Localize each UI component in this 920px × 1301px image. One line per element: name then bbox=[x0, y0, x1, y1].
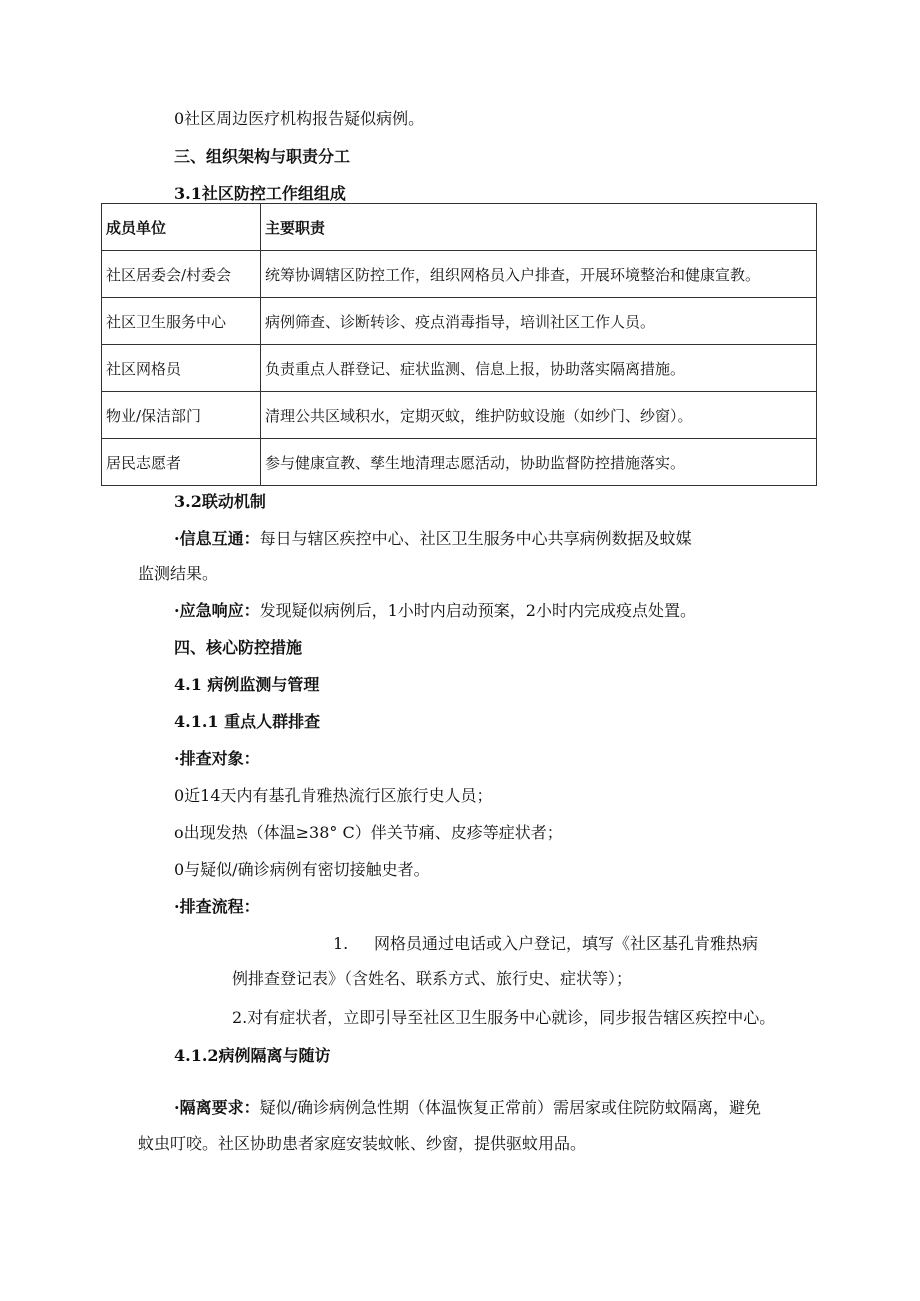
table-row bbox=[102, 251, 817, 298]
isolation-text: 疑似/确诊病例急性期（体温恢复正常前）需居家或住院防蚊隔离，避免 bbox=[259, 1098, 761, 1117]
section4-1-2-heading: 4.1.2病例隔离与随访 bbox=[174, 1046, 331, 1065]
section4-1-1-heading: 4.1.1 重点人群排查 bbox=[174, 712, 321, 731]
emergency-paragraph bbox=[174, 600, 696, 622]
isolation-paragraph bbox=[174, 1097, 761, 1119]
table-header-cell: 成员单位 bbox=[102, 204, 261, 251]
step1-number: 1. bbox=[333, 934, 349, 953]
table-row bbox=[102, 345, 817, 392]
info-sharing-label: ·信息互通： bbox=[174, 529, 260, 548]
table-cell-duty: 参与健康宣教、孳生地清理志愿活动，协助监督防控措施落实。 bbox=[261, 439, 817, 486]
list-item: o出现发热（体温≥38° C）伴关节痛、皮疹等症状者； bbox=[174, 823, 563, 842]
table-cell-unit: 物业/保洁部门 bbox=[102, 392, 261, 439]
section4-heading: 四、核心防控措施 bbox=[174, 638, 303, 657]
table-cell-duty: 病例筛查、诊断转诊、疫点消毒指导，培训社区工作人员。 bbox=[261, 298, 817, 345]
table-row bbox=[102, 298, 817, 345]
duty-table bbox=[101, 203, 817, 486]
info-sharing-continuation: 监测结果。 bbox=[138, 564, 219, 583]
table-cell-unit: 社区卫生服务中心 bbox=[102, 298, 261, 345]
emergency-text: 发现疑似病例后，1小时内启动预案，2小时内完成疫点处置。 bbox=[259, 601, 696, 620]
table-cell-unit: 社区居委会/村委会 bbox=[102, 251, 261, 298]
section4-1-heading: 4.1 病例监测与管理 bbox=[174, 675, 320, 694]
section3-1-heading: 3.1社区防控工作组组成 bbox=[174, 184, 346, 203]
process-label: ·排查流程： bbox=[174, 897, 260, 916]
table-cell-duty: 负责重点人群登记、症状监测、信息上报，协助落实隔离措施。 bbox=[261, 345, 817, 392]
table-header-row bbox=[102, 204, 817, 251]
info-sharing-paragraph bbox=[174, 528, 692, 550]
emergency-label: ·应急响应： bbox=[174, 601, 260, 620]
list-item: 0近14天内有基孔肯雅热流行区旅行史人员； bbox=[174, 786, 493, 805]
intro-line: 0社区周边医疗机构报告疑似病例。 bbox=[174, 109, 425, 128]
table-row bbox=[102, 392, 817, 439]
table-header-cell: 主要职责 bbox=[261, 204, 817, 251]
table-cell-duty: 统筹协调辖区防控工作，组织网格员入户排查，开展环境整治和健康宣教。 bbox=[261, 251, 817, 298]
step2-text: 2.对有症状者，立即引导至社区卫生服务中心就诊，同步报告辖区疾控中心。 bbox=[232, 1008, 776, 1027]
step1-text: 网格员通过电话或入户登记，填写《社区基孔肯雅热病 bbox=[374, 934, 759, 953]
section3-2-heading: 3.2联动机制 bbox=[174, 492, 266, 511]
isolation-label: ·隔离要求： bbox=[174, 1098, 260, 1117]
table-cell-duty: 清理公共区域积水，定期灭蚊，维护防蚊设施（如纱门、纱窗）。 bbox=[261, 392, 817, 439]
info-sharing-text: 每日与辖区疾控中心、社区卫生服务中心共享病例数据及蚊媒 bbox=[259, 529, 692, 548]
table-cell-unit: 社区网格员 bbox=[102, 345, 261, 392]
table-row bbox=[102, 439, 817, 486]
step1-continuation: 例排查登记表》（含姓名、联系方式、旅行史、症状等）； bbox=[232, 969, 633, 988]
targets-label: ·排查对象： bbox=[174, 749, 260, 768]
table-cell-unit: 居民志愿者 bbox=[102, 439, 261, 486]
section3-heading: 三、组织架构与职责分工 bbox=[174, 147, 351, 166]
isolation-continuation: 蚊虫叮咬。社区协助患者家庭安装蚊帐、纱窗，提供驱蚊用品。 bbox=[138, 1134, 587, 1153]
list-item: 0与疑似/确诊病例有密切接触史者。 bbox=[174, 860, 430, 879]
